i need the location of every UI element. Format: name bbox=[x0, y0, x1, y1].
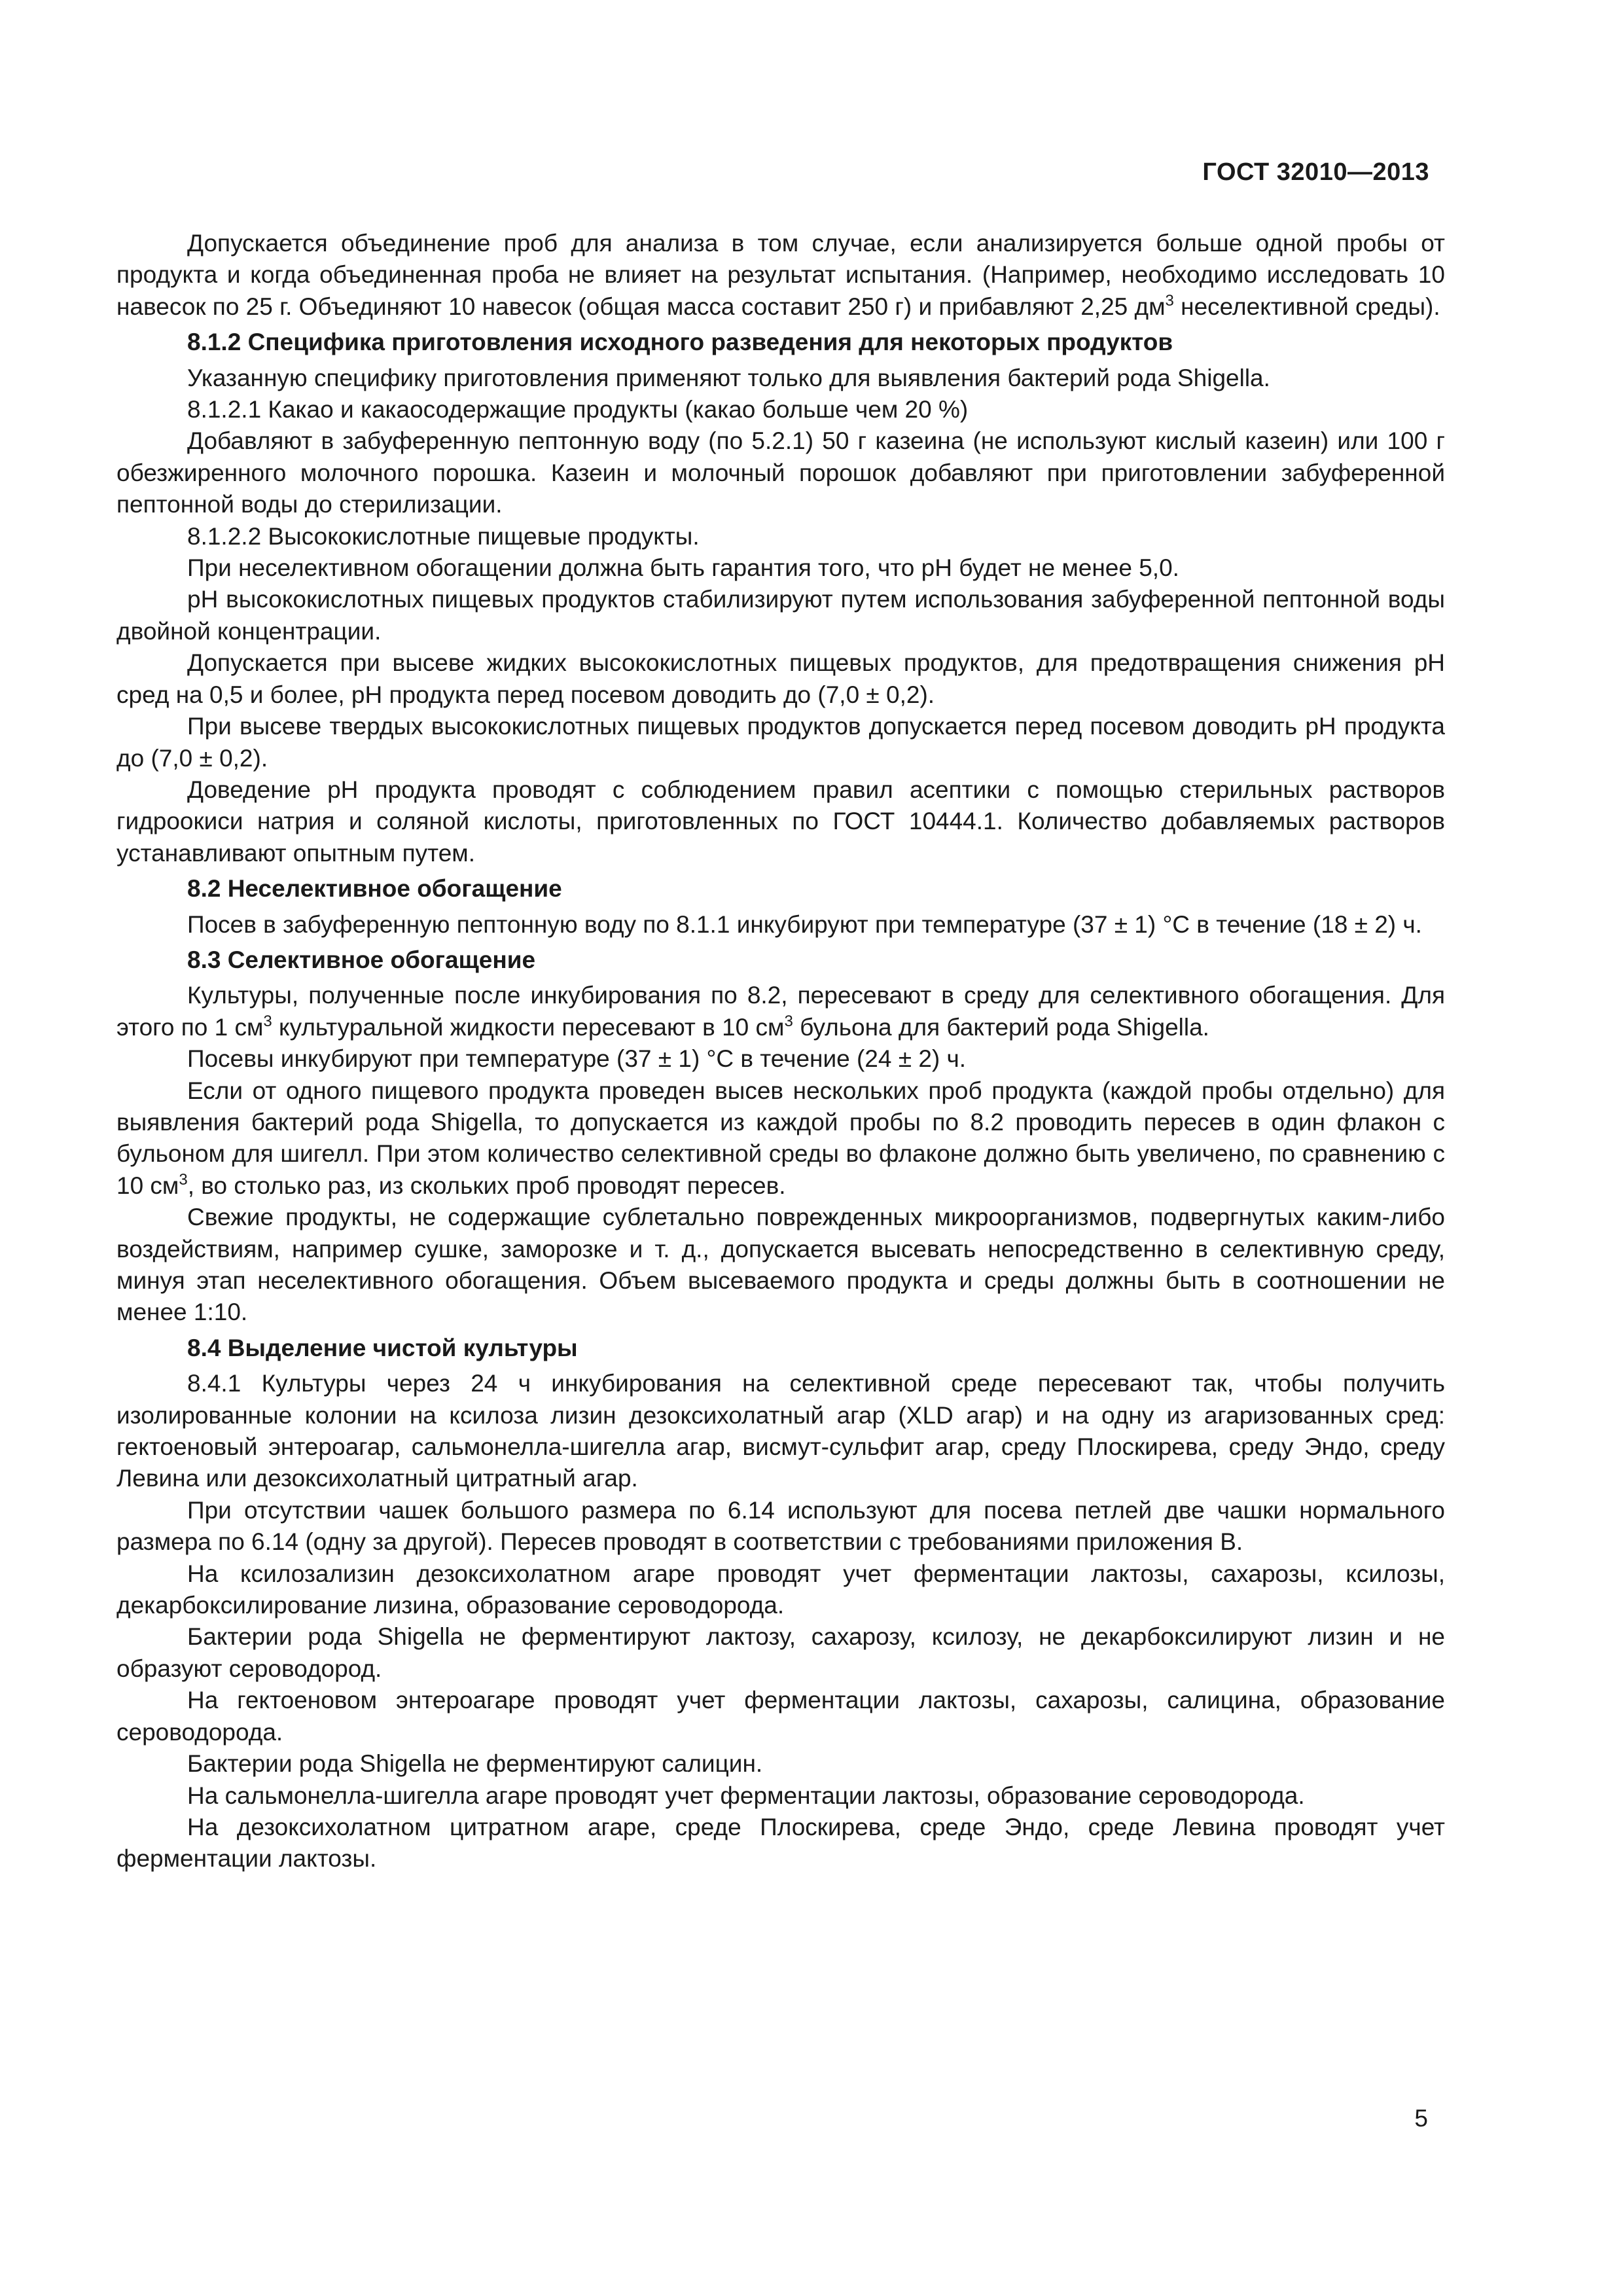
paragraph: Бактерии рода Shigella не ферментируют лактозу, сахарозу, ксилозу, не декарбоксилируют лизин и не образуют сероводород. bbox=[116, 1623, 1445, 1682]
paragraph: pH высококислотных пищевых продуктов стабилизируют путем использования забуференной пептонной воды двойной концентрации. bbox=[116, 586, 1445, 645]
paragraph: Если от одного пищевого продукта проведен высев нескольких проб продукта (каждой пробы отдельно) для выявления бактерий рода Shigella, то допускается из каждой пробы по 8.2 проводить пересев в один флакон с бульоном для шигелл. При этом количество селективной среды во флаконе должно быть увеличено, по сравнению с 10 $см^3$, во столько раз, из скольких проб проводят пересев. bbox=[116, 1077, 1445, 1199]
paragraph: 8.1.2.1 Какао и какаосодержащие продукты (какао больше чем 20 %) bbox=[187, 396, 969, 423]
paragraph: Бактерии рода Shigella не ферментируют салицин. bbox=[187, 1750, 763, 1778]
section-heading: 8.1.2 Специфика приготовления исходного разведения для некоторых продуктов bbox=[187, 329, 1173, 356]
paragraph: На дезоксихолатном цитратном агаре, среде Плоскирева, среде Эндо, среде Левина проводят учет ферментации лактозы. bbox=[116, 1813, 1445, 1873]
document-id-header: ГОСТ 32010—2013 bbox=[1202, 158, 1429, 186]
paragraph: При неселективном обогащении должна быть гарантия того, что pH будет не менее 5,0. bbox=[187, 554, 1179, 582]
paragraph: Указанную специфику приготовления применяют только для выявления бактерий рода Shigella. bbox=[187, 364, 1270, 391]
paragraph: Свежие продукты, не содержащие сублетально поврежденных микроорганизмов, подвергнутых каким-либо воздействиям, например сушке, заморозке и т. д., допускается высевать непосредственно в селективную среду, минуя этап неселективного обогащения. Объем высеваемого продукта и среды должны быть в соотношении не менее 1:10. bbox=[116, 1204, 1445, 1326]
paragraph: Культуры, полученные после инкубирования по 8.2, пересевают в среду для селективного обогащения. Для этого по 1 $см^3$ культуральной жидкости пересевают в 10 $см^3$ бульона для бактерий рода Shigella. bbox=[116, 982, 1445, 1041]
document-body bbox=[116, 228, 1445, 1875]
page-number: 5 bbox=[1414, 2105, 1428, 2132]
paragraph: 8.1.2.2 Высококислотные пищевые продукты. bbox=[187, 522, 700, 550]
paragraph: При отсутствии чашек большого размера по 6.14 используют для посева петлей две чашки нормального размера по 6.14 (одну за другой). Пересев проводят в соответствии с требованиями приложения В. bbox=[116, 1496, 1445, 1556]
section-heading: 8.4 Выделение чистой культуры bbox=[187, 1334, 578, 1361]
paragraph: На сальмонелла-шигелла агаре проводят учет ферментации лактозы, образование сероводорода. bbox=[187, 1782, 1305, 1809]
paragraph: Добавляют в забуференную пептонную воду (по 5.2.1) 50 г казеина (не используют кислый казеин) или 100 г обезжиренного молочного порошка. Казеин и молочный порошок добавляют при приготовлении забуференной пептонной воды до стерилизации. bbox=[116, 427, 1445, 518]
paragraph: На гектоеновом энтероагаре проводят учет ферментации лактозы, сахарозы, салицина, образование сероводорода. bbox=[116, 1687, 1445, 1746]
paragraph: Посевы инкубируют при температуре (37 ± 1) °С в течение (24 ± 2) ч. bbox=[187, 1045, 967, 1073]
paragraph: Доведение pH продукта проводят с соблюдением правил асептики с помощью стерильных растворов гидроокиси натрия и соляной кислоты, приготовленных по ГОСТ 10444.1. Количество добавляемых растворов устанавливают опытным путем. bbox=[116, 776, 1445, 867]
paragraph: При высеве твердых высококислотных пищевых продуктов допускается перед посевом доводить pH продукта до (7,0 ± 0,2). bbox=[116, 713, 1445, 772]
paragraph: Посев в забуференную пептонную воду по 8.1.1 инкубируют при температуре (37 ± 1) °С в течение (18 ± 2) ч. bbox=[187, 910, 1422, 938]
paragraph: 8.4.1 Культуры через 24 ч инкубирования на селективной среде пересевают так, чтобы получить изолированные колонии на ксилоза лизин дезоксихолатный агар (XLD агар) и на одну из агаризованных сред: гектоеновый энтероагар, сальмонелла-шигелла агар, висмут-сульфит агар, среду Плоскирева, среду Эндо, среду Левина или дезоксихолатный цитратный агар. bbox=[116, 1370, 1445, 1492]
section-heading: 8.3 Селективное обогащение bbox=[187, 946, 536, 973]
section-heading: 8.2 Неселективное обогащение bbox=[187, 875, 562, 903]
paragraph: На ксилозализин дезоксихолатном агаре проводят учет ферментации лактозы, сахарозы, ксилозы, декарбоксилирование лизина, образование сероводорода. bbox=[116, 1560, 1445, 1619]
paragraph: Допускается при высеве жидких высококислотных пищевых продуктов, для предотвращения снижения pH сред на 0,5 и более, pH продукта перед посевом доводить до (7,0 ± 0,2). bbox=[116, 649, 1445, 708]
paragraph: Допускается объединение проб для анализа в том случае, если анализируется больше одной пробы от продукта и когда объединенная проба не влияет на результат испытания. (Например, необходимо исследовать 10 навесок по 25 г. Объединяют 10 навесок (общая масса составит 250 г) и прибавляют 2,25 $дм^3$ неселективной среды). bbox=[116, 230, 1445, 320]
